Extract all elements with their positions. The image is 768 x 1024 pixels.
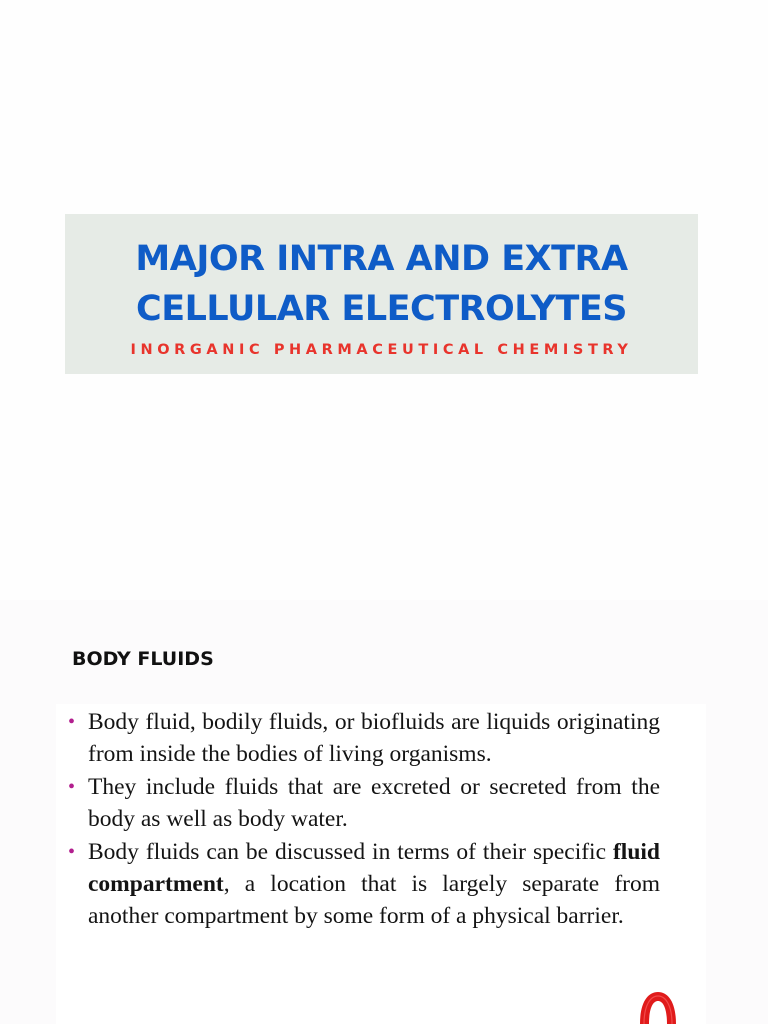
bullet-text-3-start: Body fluids can be discussed in terms of their specific: [88, 839, 613, 865]
bullet-dot-icon: •: [68, 841, 76, 863]
bullet-text-2: They include fluids that are excreted or secreted from the body as well as body water.: [88, 774, 660, 832]
section-heading: BODY FLUIDS: [72, 648, 214, 670]
bullet-list: [66, 706, 660, 933]
title-band: [65, 214, 698, 374]
slide-subtitle: INORGANIC PHARMACEUTICAL CHEMISTRY: [130, 342, 633, 358]
bullet-text-3-end: , a location that is largely separate from another compartment by some form of a physical barrier.: [88, 871, 660, 929]
slide-title-line-1: MAJOR INTRA AND EXTRA: [135, 239, 628, 279]
slide-title-line-2: CELLULAR ELECTROLYTES: [136, 289, 627, 329]
content-box: [56, 704, 706, 1024]
slide-title: [65, 234, 698, 334]
red-arc-logo-icon: [636, 988, 680, 1024]
bullet-item-2: [66, 771, 660, 835]
bullet-item-1: [66, 706, 660, 770]
bullet-dot-icon: •: [68, 711, 76, 733]
bullet-text-1: Body fluid, bodily fluids, or biofluids are liquids originating from inside the bodies of living organisms.: [88, 709, 660, 767]
bullet-text-3-bold: fluid compartment: [88, 839, 660, 897]
bullet-item-3: [66, 836, 660, 932]
body-fluids-slide: [0, 600, 768, 1024]
bullet-dot-icon: •: [68, 776, 76, 798]
